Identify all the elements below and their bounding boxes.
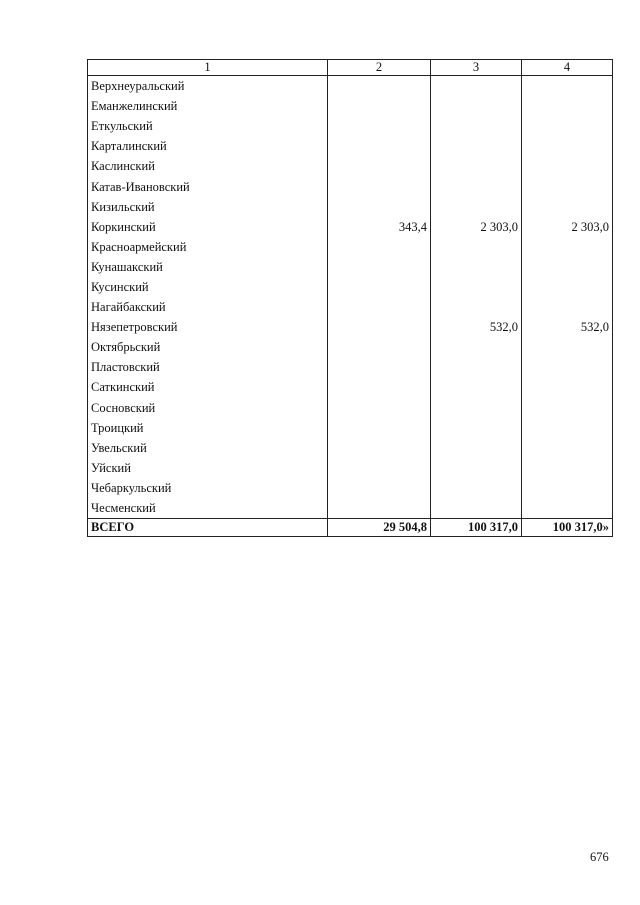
column-3-value-cell — [431, 377, 522, 397]
column-header-2: 2 — [328, 60, 431, 76]
district-name-cell: Саткинский — [88, 377, 328, 397]
table-row — [88, 317, 613, 337]
column-3-value-cell — [431, 257, 522, 277]
column-4-value-cell — [522, 438, 613, 458]
table-row — [88, 136, 613, 156]
total-column-2-value: 29 504,8 — [328, 519, 431, 537]
district-name-cell: Октябрьский — [88, 337, 328, 357]
district-name-cell: Нагайбакский — [88, 297, 328, 317]
table-header-row — [88, 60, 613, 76]
column-2-value-cell — [328, 76, 431, 97]
page-number: 676 — [590, 850, 609, 864]
table-row — [88, 297, 613, 317]
column-3-value-cell — [431, 237, 522, 257]
table-row — [88, 217, 613, 237]
column-3-value-cell — [431, 176, 522, 196]
column-2-value-cell — [328, 277, 431, 297]
table-row — [88, 498, 613, 519]
column-4-value-cell — [522, 237, 613, 257]
column-4-value-cell — [522, 257, 613, 277]
column-3-value-cell — [431, 96, 522, 116]
column-2-value-cell — [328, 176, 431, 196]
column-4-value-cell — [522, 357, 613, 377]
table-row — [88, 277, 613, 297]
column-2-value-cell — [328, 237, 431, 257]
total-label: ВСЕГО — [88, 519, 328, 537]
column-4-value-cell — [522, 337, 613, 357]
column-4-value-cell — [522, 116, 613, 136]
table-row — [88, 76, 613, 97]
column-2-value-cell — [328, 357, 431, 377]
column-header-3: 3 — [431, 60, 522, 76]
table-body — [88, 76, 613, 537]
column-2-value-cell — [328, 478, 431, 498]
table-row — [88, 176, 613, 196]
table-row — [88, 116, 613, 136]
column-3-value-cell — [431, 418, 522, 438]
table-row — [88, 377, 613, 397]
column-3-value-cell — [431, 458, 522, 478]
column-3-value-cell — [431, 297, 522, 317]
district-name-cell: Увельский — [88, 438, 328, 458]
column-4-value-cell — [522, 297, 613, 317]
column-2-value-cell — [328, 257, 431, 277]
column-3-value-cell — [431, 277, 522, 297]
column-3-value-cell — [431, 136, 522, 156]
column-4-value-cell — [522, 277, 613, 297]
district-name-cell: Катав-Ивановский — [88, 176, 328, 196]
total-row — [88, 519, 613, 537]
district-name-cell: Каслинский — [88, 156, 328, 176]
column-2-value-cell — [328, 156, 431, 176]
column-4-value-cell: 532,0 — [522, 317, 613, 337]
column-2-value-cell — [328, 136, 431, 156]
column-3-value-cell — [431, 398, 522, 418]
column-2-value-cell — [328, 317, 431, 337]
table-row — [88, 418, 613, 438]
column-3-value-cell — [431, 197, 522, 217]
district-name-cell: Еткульский — [88, 116, 328, 136]
district-name-cell: Карталинский — [88, 136, 328, 156]
column-3-value-cell — [431, 438, 522, 458]
column-2-value-cell — [328, 398, 431, 418]
table-row — [88, 96, 613, 116]
column-2-value-cell — [328, 438, 431, 458]
budget-table — [87, 59, 613, 537]
column-3-value-cell — [431, 498, 522, 519]
column-4-value-cell — [522, 478, 613, 498]
column-2-value-cell — [328, 197, 431, 217]
column-4-value-cell — [522, 197, 613, 217]
column-3-value-cell: 532,0 — [431, 317, 522, 337]
column-4-value-cell — [522, 458, 613, 478]
column-4-value-cell: 2 303,0 — [522, 217, 613, 237]
column-3-value-cell — [431, 76, 522, 97]
table-row — [88, 438, 613, 458]
column-2-value-cell: 343,4 — [328, 217, 431, 237]
column-header-1: 1 — [88, 60, 328, 76]
table-row — [88, 398, 613, 418]
district-name-cell: Красноармейский — [88, 237, 328, 257]
column-4-value-cell — [522, 377, 613, 397]
column-3-value-cell — [431, 337, 522, 357]
district-name-cell: Кусинский — [88, 277, 328, 297]
district-name-cell: Уйский — [88, 458, 328, 478]
column-3-value-cell — [431, 116, 522, 136]
table-row — [88, 197, 613, 217]
column-4-value-cell — [522, 418, 613, 438]
column-4-value-cell — [522, 176, 613, 196]
column-3-value-cell: 2 303,0 — [431, 217, 522, 237]
column-4-value-cell — [522, 156, 613, 176]
table-row — [88, 337, 613, 357]
column-4-value-cell — [522, 76, 613, 97]
column-4-value-cell — [522, 136, 613, 156]
column-2-value-cell — [328, 337, 431, 357]
column-2-value-cell — [328, 377, 431, 397]
column-4-value-cell — [522, 498, 613, 519]
district-name-cell: Еманжелинский — [88, 96, 328, 116]
column-2-value-cell — [328, 418, 431, 438]
column-4-value-cell — [522, 96, 613, 116]
district-name-cell: Чесменский — [88, 498, 328, 519]
total-column-3-value: 100 317,0 — [431, 519, 522, 537]
column-header-4: 4 — [522, 60, 613, 76]
column-4-value-cell — [522, 398, 613, 418]
column-3-value-cell — [431, 478, 522, 498]
table-row — [88, 156, 613, 176]
table-row — [88, 458, 613, 478]
table-row — [88, 237, 613, 257]
district-name-cell: Верхнеуральский — [88, 76, 328, 97]
total-column-4-value: 100 317,0» — [522, 519, 613, 537]
table-row — [88, 257, 613, 277]
district-name-cell: Коркинский — [88, 217, 328, 237]
table-row — [88, 357, 613, 377]
district-name-cell: Кизильский — [88, 197, 328, 217]
district-name-cell: Пластовский — [88, 357, 328, 377]
column-2-value-cell — [328, 458, 431, 478]
district-name-cell: Сосновский — [88, 398, 328, 418]
column-3-value-cell — [431, 357, 522, 377]
column-2-value-cell — [328, 116, 431, 136]
district-name-cell: Нязепетровский — [88, 317, 328, 337]
district-name-cell: Троицкий — [88, 418, 328, 438]
district-name-cell: Чебаркульский — [88, 478, 328, 498]
column-2-value-cell — [328, 96, 431, 116]
column-2-value-cell — [328, 297, 431, 317]
district-name-cell: Кунашакский — [88, 257, 328, 277]
table-row — [88, 478, 613, 498]
column-3-value-cell — [431, 156, 522, 176]
column-2-value-cell — [328, 498, 431, 519]
